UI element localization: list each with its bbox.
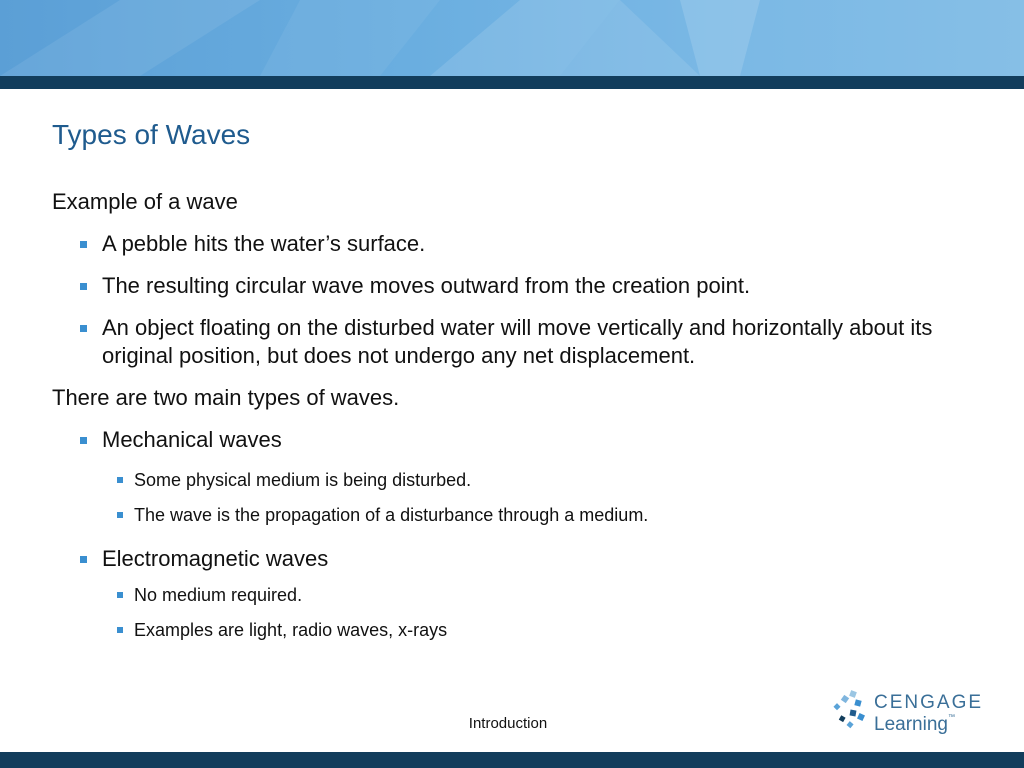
bullet-text: Mechanical waves <box>102 427 282 452</box>
logo-learning-word: Learning <box>874 714 948 735</box>
header-banner <box>0 0 1024 76</box>
bullet-item-mechanical <box>52 426 992 454</box>
bullet-icon <box>80 283 87 290</box>
bullet-icon <box>80 437 87 444</box>
sub-bullet-item <box>52 618 992 642</box>
bullet-icon <box>117 477 123 483</box>
logo-learning-text <box>874 714 955 736</box>
footer-bar <box>0 752 1024 768</box>
sub-bullet-item <box>52 583 992 607</box>
heading-example: Example of a wave <box>52 189 238 214</box>
bullet-icon <box>80 241 87 248</box>
sub-bullet-item <box>52 468 992 492</box>
bullet-icon <box>117 592 123 598</box>
banner-decoration <box>0 0 1024 76</box>
bullet-text: Electromagnetic waves <box>102 546 329 571</box>
heading-types: There are two main types of waves. <box>52 385 400 410</box>
bullet-item-electromagnetic <box>52 545 992 573</box>
header-rule <box>0 76 1024 89</box>
cengage-mark-icon <box>830 688 870 736</box>
logo-trademark: ™ <box>947 714 955 721</box>
sub-bullet-item <box>52 503 992 527</box>
bullet-text: The resulting circular wave moves outward from the creation point. <box>102 273 751 298</box>
footer-label: Introduction <box>468 715 548 732</box>
bullet-text: A pebble hits the water’s surface. <box>102 231 426 256</box>
slide-title: Types of Waves <box>52 119 251 150</box>
sub-bullet-text: Some physical medium is being disturbed. <box>134 470 472 490</box>
logo-cengage-text: CENGAGE <box>874 692 984 713</box>
bullet-icon <box>80 325 87 332</box>
sub-bullet-text: The wave is the propagation of a disturbance through a medium. <box>134 505 649 525</box>
sub-bullet-text: Examples are light, radio waves, x-rays <box>134 620 448 640</box>
bullet-item <box>52 272 992 300</box>
bullet-icon <box>117 627 123 633</box>
bullet-text: An object floating on the disturbed water will move vertically and horizontally about its original position, but does not undergo any net displacement. <box>102 315 933 368</box>
bullet-item <box>52 314 992 370</box>
slide-body <box>52 188 992 653</box>
bullet-icon <box>80 556 87 563</box>
sub-bullet-text: No medium required. <box>134 585 303 605</box>
bullet-item <box>52 230 992 258</box>
cengage-logo <box>830 688 990 740</box>
bullet-icon <box>117 512 123 518</box>
